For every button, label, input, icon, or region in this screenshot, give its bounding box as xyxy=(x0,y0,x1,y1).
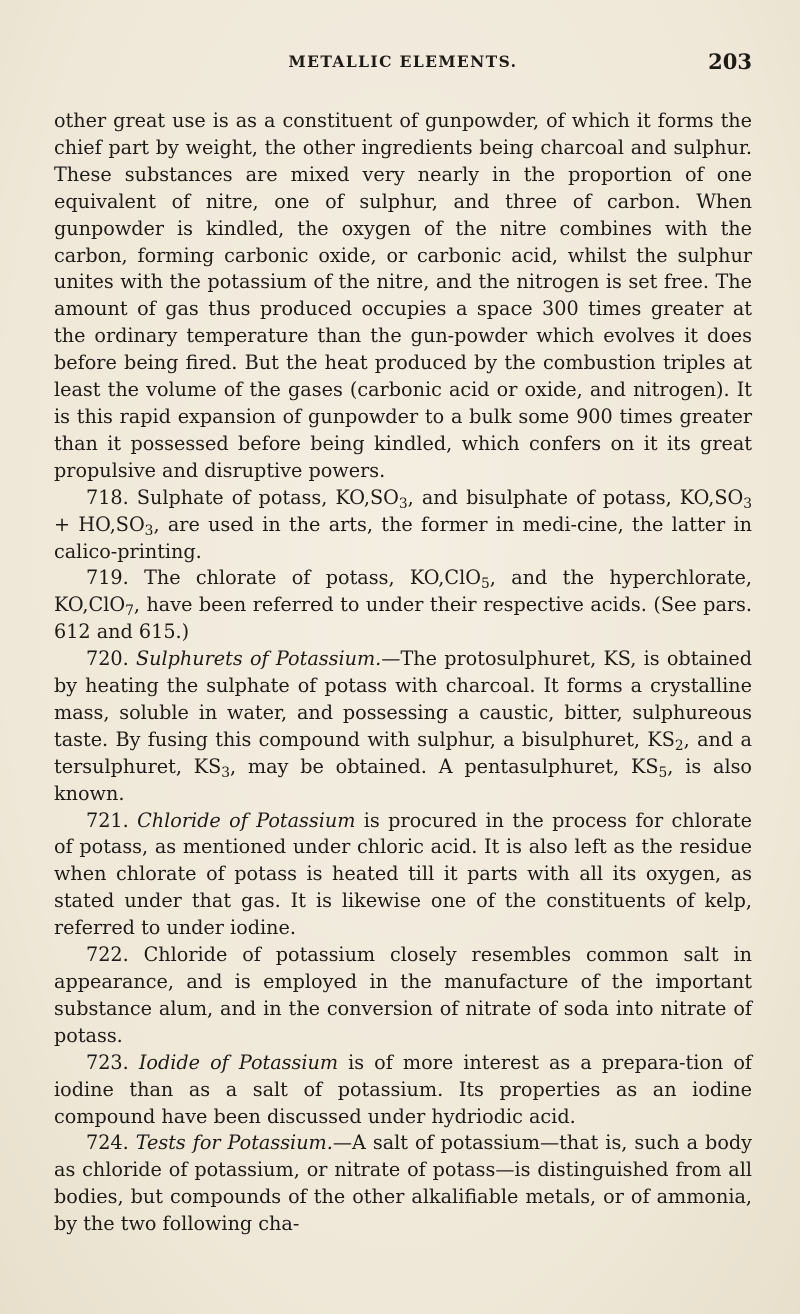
text-run: —The protosulphuret, KS, is obtained by heating the sulphate of potass with charcoal. It forms a crystalline mass, soluble in water, and possessing a caustic, bitter, sulphureous taste. By fusing this compound with sulphur, a bisulphuret, KS xyxy=(54,647,752,751)
text-run: —A salt of potassium—that is, such a body as chloride of potassium, or nitrate of potass—is distinguished from all bodies, but compounds of the other alkalifiable metals, or of ammonia, by the two following cha- xyxy=(54,1131,752,1236)
page-header xyxy=(54,49,752,82)
body-text xyxy=(54,108,752,1238)
text-run: 719. The chlorate of potass, KO,ClO xyxy=(86,566,481,590)
paragraph-721 xyxy=(54,808,752,943)
subscript: 7 xyxy=(125,603,134,620)
paragraph-continued: other great use is as a constituent of gunpowder, of which it forms the chief part by weight, the other ingredients being charcoal and sulphur. These substances are mixed very nearly in the proportion of one equivalent of nitre, one of sulphur, and three of carbon. When gunpowder is kindled, the oxygen of the nitre combines with the carbon, forming carbonic oxide, or carbonic acid, whilst the sulphur unites with the potassium of the nitre, and the nitrogen is set free. The amount of gas thus produced occupies a space 300 times greater at the ordinary temperature than the gun-powder which evolves it does before being fired. But the heat produced by the combustion triples at least the volume of the gases (carbonic acid or oxide, and nitrogen). It is this rapid expansion of gunpowder to a bulk some 900 times greater than it possessed before being kindled, which confers on it its great propulsive and disruptive powers. xyxy=(54,109,752,482)
paragraph-723 xyxy=(54,1050,752,1131)
text-run: , may be obtained. A pentasulphuret, KS xyxy=(230,754,659,778)
paragraph-number: 724. xyxy=(86,1131,136,1155)
paragraph-718 xyxy=(54,485,752,566)
paragraph-720 xyxy=(54,646,752,807)
subscript: 5 xyxy=(658,764,668,781)
paragraph-724 xyxy=(54,1130,752,1238)
text-run: , have been referred to under their respective acids. (See pars. 612 and 615.) xyxy=(54,593,752,644)
text-run: , and bisulphate of potass, KO,SO xyxy=(407,485,744,509)
subscript: 5 xyxy=(480,576,490,593)
subscript: 3 xyxy=(743,495,752,512)
paragraph-number: 721. xyxy=(86,808,138,832)
running-head: METALLIC ELEMENTS. xyxy=(288,52,518,71)
text-run: , is also known. xyxy=(54,754,752,805)
subscript: 3 xyxy=(221,764,231,781)
subscript: 3 xyxy=(144,522,154,539)
paragraph-number: 723. xyxy=(86,1050,139,1074)
page-number: 203 xyxy=(708,49,752,74)
text-run: + HO,SO xyxy=(54,512,145,536)
section-title: Sulphurets of Potassium. xyxy=(136,647,382,671)
subscript: 2 xyxy=(674,737,684,754)
text-run: is procured in the process for chlorate of potass, as mentioned under chloric acid. It is also left as the residue when chlorate of potass is heated till it parts with all its oxygen, as stated under that gas. It is likewise one of the constituents of kelp, referred to under iodine. xyxy=(54,808,752,940)
paragraph-number: 720. xyxy=(86,647,136,671)
text-run: is of more interest as a prepara-tion of iodine than as a salt of potassium. Its properties as an iodine compound have been discussed under hydriodic acid. xyxy=(54,1050,752,1128)
text-run: , and the hyperchlorate, KO,ClO xyxy=(54,566,752,617)
section-title: Iodide of Potassium xyxy=(138,1050,339,1074)
text-run: 718. Sulphate of potass, KO,SO xyxy=(86,485,399,509)
subscript: 3 xyxy=(398,495,408,512)
paragraph-722: 722. Chloride of potassium closely resembles common salt in appearance, and is employed in the manufacture of the important substance alum, and in the conversion of nitrate of soda into nitrate of potass. xyxy=(54,943,752,1047)
paragraph-719 xyxy=(54,565,752,646)
section-title: Chloride of Potassium xyxy=(137,808,356,832)
text-run: , and a tersulphuret, KS xyxy=(54,727,752,778)
text-run: , are used in the arts, the former in medi-cine, the latter in calico-printing. xyxy=(54,512,752,563)
section-title: Tests for Potassium. xyxy=(135,1131,333,1155)
